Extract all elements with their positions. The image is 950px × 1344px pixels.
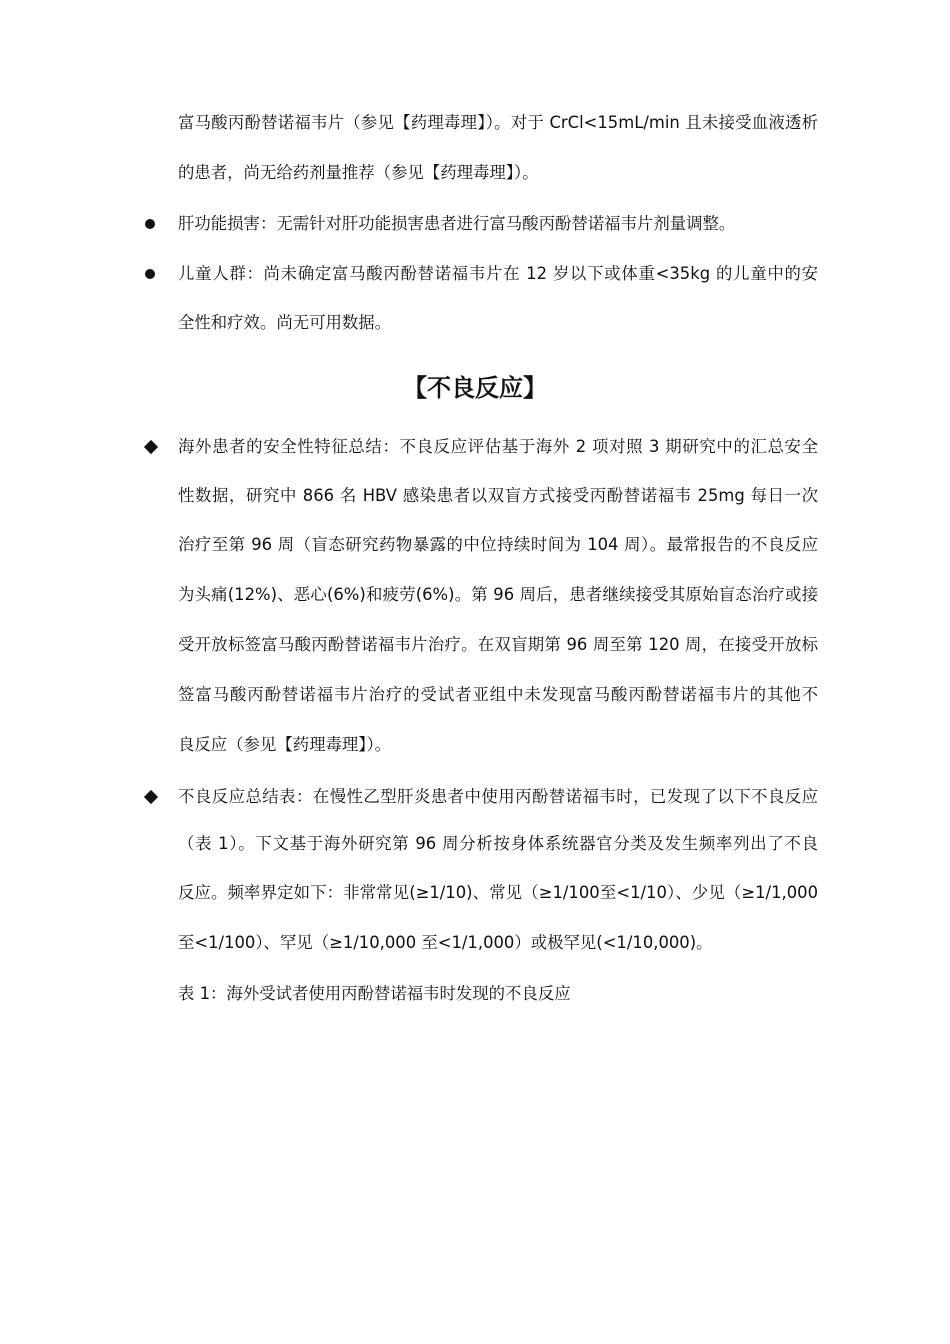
renal-line-2: 的患者，尚无给药剂量推荐（参见【药理毒理】）。 — [178, 163, 539, 182]
ar-summary-line-1: 不良反应总结表：在慢性乙型肝炎患者中使用丙酚替诺福韦时，已发现了以下不良反应 — [178, 787, 818, 806]
safety-line-3: 治疗至第 96 周（盲态研究药物暴露的中位持续时间为 104 周）。最常报告的不良反应 — [178, 535, 818, 554]
safety-line-2: 性数据，研究中 866 名 HBV 感染患者以双盲方式接受丙酚替诺福韦 25mg 每日一次 — [178, 486, 818, 505]
ar-summary-line-2: （表 1）。下文基于海外研究第 96 周分析按身体系统器官分类及发生频率列出了不良 — [178, 834, 818, 853]
renal-line-1: 富马酸丙酚替诺福韦片（参见【药理毒理】）。对于 CrCl<15mL/min 且未接受血液透析 — [178, 113, 818, 132]
safety-line-5: 受开放标签富马酸丙酚替诺福韦片治疗。在双盲期第 96 周至第 120 周，在接受开放标 — [178, 635, 818, 654]
safety-line-1: 海外患者的安全性特征总结：不良反应评估基于海外 2 项对照 3 期研究中的汇总安全 — [178, 437, 818, 456]
pediatric-line-1: 儿童人群：尚未确定富马酸丙酚替诺福韦片在 12 岁以下或体重<35kg 的儿童中的安 — [178, 264, 818, 283]
bullet-diamond-icon — [144, 440, 158, 454]
ar-summary-line-3: 反应。频率界定如下：非常常见(≥1/10)、常见（≥1/100至<1/10）、少见（≥1/1,000 — [178, 883, 818, 902]
bullet-dot-icon — [145, 219, 155, 229]
hepatic-line-1: 肝功能损害：无需针对肝功能损害患者进行富马酸丙酚替诺福韦片剂量调整。 — [178, 214, 736, 233]
bullet-diamond-icon — [144, 790, 158, 804]
safety-line-4: 为头痛(12%)、恶心(6%)和疲劳(6%)。第 96 周后，患者继续接受其原始盲态治疗或接 — [178, 585, 818, 604]
table-caption: 表 1：海外受试者使用丙酚替诺福韦时发现的不良反应 — [178, 984, 571, 1003]
safety-line-6: 签富马酸丙酚替诺福韦片治疗的受试者亚组中未发现富马酸丙酚替诺福韦片的其他不 — [178, 685, 818, 704]
pediatric-line-2: 全性和疗效。尚无可用数据。 — [178, 313, 392, 332]
section-heading: 【不良反应】 — [403, 374, 547, 402]
safety-line-7: 良反应（参见【药理毒理】）。 — [178, 735, 392, 754]
bullet-dot-icon — [145, 269, 155, 279]
ar-summary-line-4: 至<1/100）、罕见（≥1/10,000 至<1/1,000）或极罕见(<1/10,000)。 — [178, 933, 713, 952]
